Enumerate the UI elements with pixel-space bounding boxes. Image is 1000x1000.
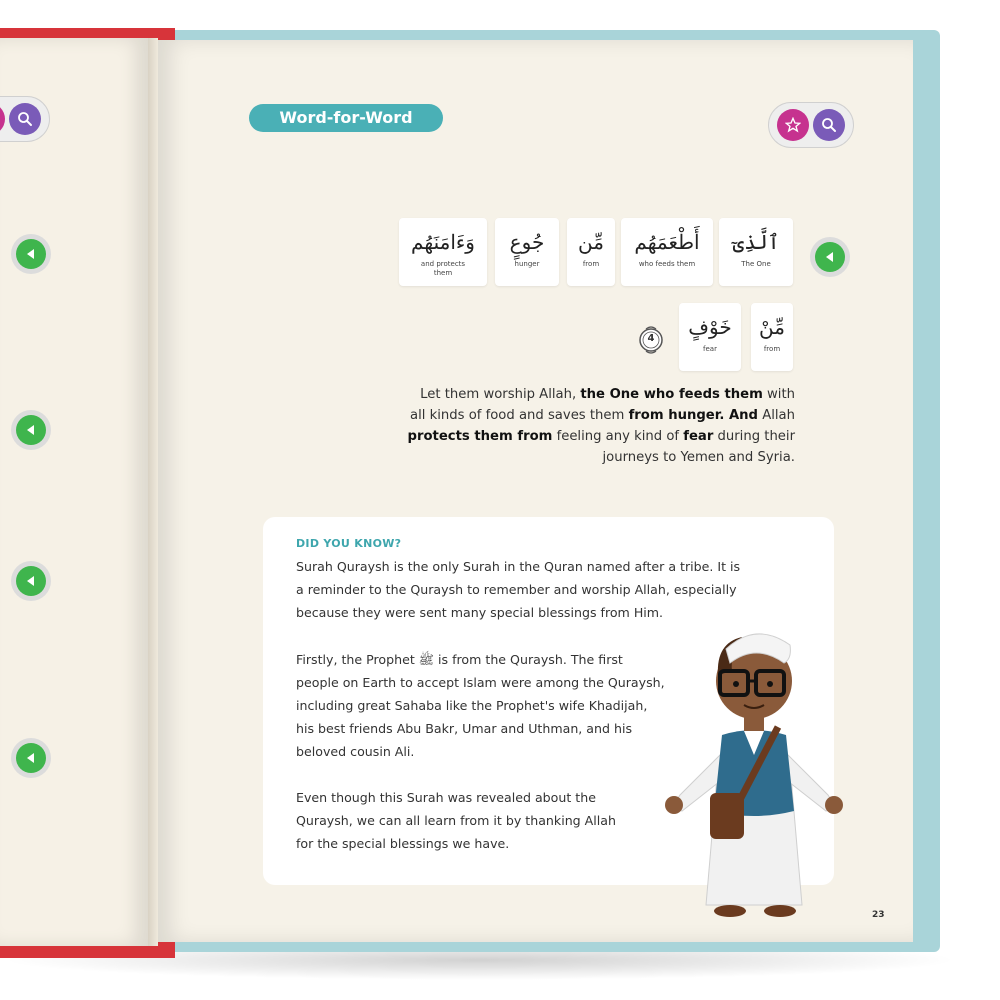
- dyk-line: a reminder to the Quraysh to remember and worship Allah, especially: [296, 582, 737, 597]
- dyk-line: including great Sahaba like the Prophet's wife Khadijah,: [296, 698, 648, 713]
- expl-text: journeys to Yemen and Syria.: [602, 450, 795, 465]
- search-icon[interactable]: [813, 109, 845, 141]
- boy-character-illustration: [660, 615, 850, 935]
- ayah-number-marker: [637, 325, 665, 355]
- expl-bold: fear: [683, 429, 714, 444]
- play-button-ayah[interactable]: [810, 237, 850, 277]
- word-english: fear: [703, 345, 717, 353]
- play-icon: [824, 251, 836, 263]
- word-arabic: وَءَامَنَهُم: [411, 230, 475, 254]
- dyk-line: for the special blessings we have.: [296, 836, 510, 851]
- expl-bold: protects them from: [407, 429, 553, 444]
- word-card[interactable]: [751, 303, 793, 371]
- expl-text: during their: [713, 429, 795, 444]
- word-english: hunger: [514, 260, 540, 268]
- left-icon-pair: [0, 96, 50, 142]
- expl-bold: from hunger. And: [628, 408, 759, 423]
- did-you-know-paragraph-2: [296, 648, 665, 763]
- expl-text: Allah: [758, 408, 795, 423]
- did-you-know-paragraph-3: [296, 786, 616, 855]
- word-card[interactable]: [679, 303, 741, 371]
- word-card[interactable]: [719, 218, 793, 286]
- word-arabic: مِّنْ: [759, 315, 785, 339]
- word-arabic: جُوعٍ: [509, 230, 545, 254]
- did-you-know-paragraph-1: [296, 555, 740, 624]
- expl-text: Let them worship Allah,: [420, 387, 581, 402]
- word-arabic: مِّن: [578, 230, 604, 254]
- dyk-line: Surah Quraysh is the only Surah in the Quran named after a tribe. It is: [296, 559, 741, 574]
- play-button-left-2[interactable]: [11, 410, 51, 450]
- play-button-left-4[interactable]: [11, 738, 51, 778]
- play-button-left-1[interactable]: [11, 234, 51, 274]
- ayah-number: 4: [647, 333, 655, 344]
- star-icon[interactable]: [777, 109, 809, 141]
- page-number: 23: [872, 910, 885, 920]
- book-gutter: [148, 38, 158, 946]
- expl-text: with: [762, 387, 795, 402]
- dyk-line: people on Earth to accept Islam were among the Quraysh,: [296, 675, 665, 690]
- word-english: from: [582, 260, 600, 268]
- search-icon[interactable]: [9, 103, 41, 135]
- word-arabic: خَوْفٍ: [688, 315, 732, 339]
- play-icon: [25, 575, 37, 587]
- word-card[interactable]: [621, 218, 713, 286]
- star-icon[interactable]: [0, 103, 5, 135]
- play-icon: [25, 424, 37, 436]
- dyk-line: Even though this Surah was revealed about the: [296, 790, 596, 805]
- explanation-paragraph: [350, 384, 795, 468]
- expl-text: all kinds of food and saves them: [410, 408, 629, 423]
- right-icon-pair: [768, 102, 854, 148]
- section-title-pill: Word-for-Word: [249, 104, 443, 132]
- word-english: and protects them: [420, 260, 466, 277]
- dyk-line: beloved cousin Ali.: [296, 744, 415, 759]
- play-button-left-3[interactable]: [11, 561, 51, 601]
- word-arabic: أَطْعَمَهُم: [634, 230, 700, 254]
- dyk-line: Firstly, the Prophet ﷺ is from the Quraysh. The first: [296, 652, 623, 667]
- play-icon: [25, 248, 37, 260]
- dyk-line: Quraysh, we can all learn from it by thanking Allah: [296, 813, 616, 828]
- word-arabic: ٱلَّذِىٓ: [732, 230, 780, 254]
- dyk-line: because they were sent many special blessings from Him.: [296, 605, 664, 620]
- word-english: The One: [741, 260, 771, 268]
- dyk-line: his best friends Abu Bakr, Umar and Uthman, and his: [296, 721, 633, 736]
- play-icon: [25, 752, 37, 764]
- expl-bold: the One who feeds them: [580, 387, 763, 402]
- did-you-know-title: DID YOU KNOW?: [296, 537, 402, 550]
- left-page: [0, 38, 150, 946]
- word-english: from: [763, 345, 781, 353]
- word-card[interactable]: [495, 218, 559, 286]
- word-card[interactable]: [567, 218, 615, 286]
- expl-text: feeling any kind of: [552, 429, 684, 444]
- word-english: who feeds them: [638, 260, 696, 268]
- word-card[interactable]: [399, 218, 487, 286]
